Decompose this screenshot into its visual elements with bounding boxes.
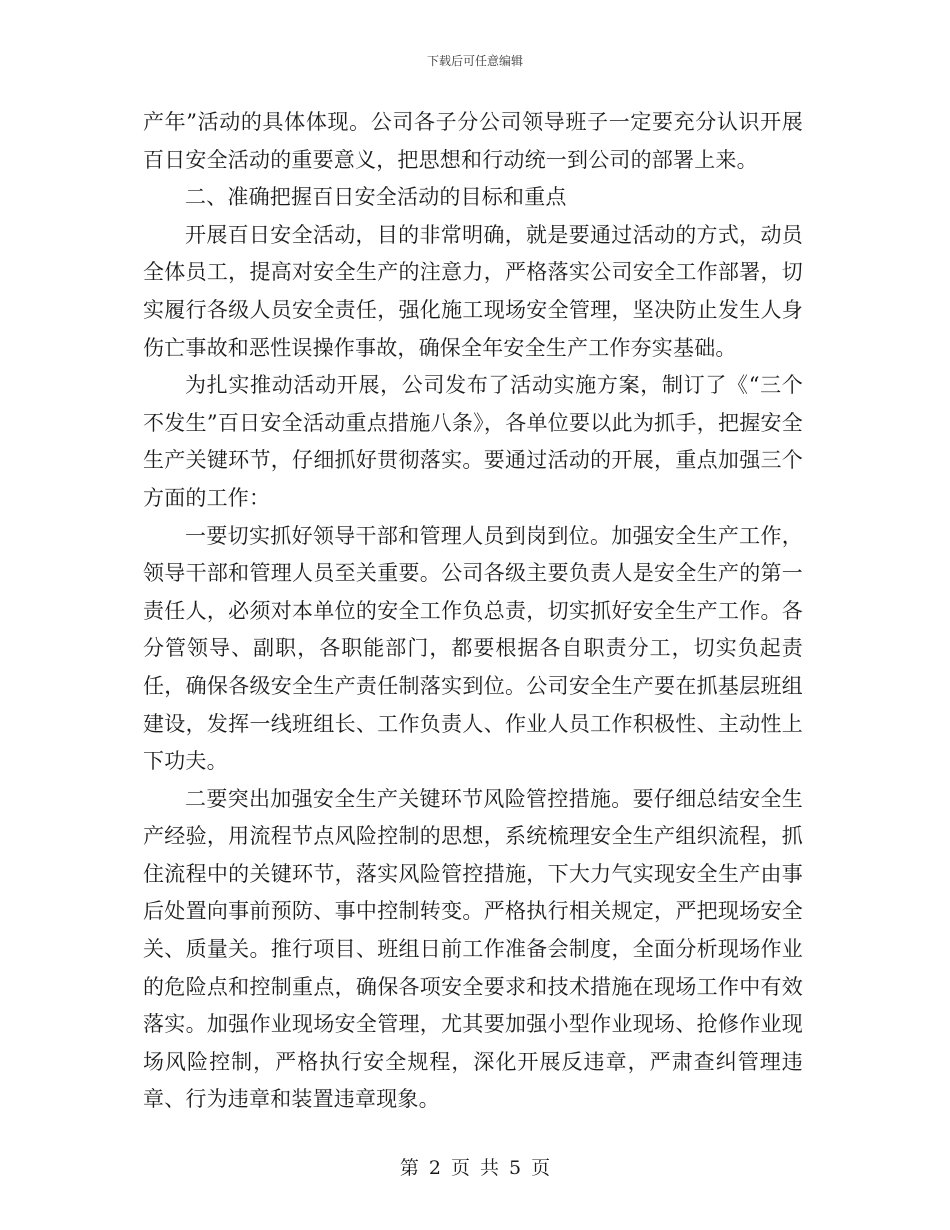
paragraph: 二要突出加强安全生产关键环节风险管控措施。要仔细总结安全生产经验，用流程节点风险控制的思想，系统梳理安全生产组织流程，抓住流程中的关键环节，落实风险管控措施，下大力气实现安全生产由事后处置向事前预防、事中控制转变。严格执行相关规定，严把现场安全关、质量关。推行项目、班组日前工作准备会制度，全面分析现场作业的危险点和控制重点，确保各项安全要求和技术措施在现场工作中有效落实。加强作业现场安全管理，尤其要加强小型作业现场、抢修作业现场风险控制，严格执行安全规程，深化开展反违章，严肃查纠管理违章、行为违章和装置违章现象。	[143, 786, 803, 1112]
page-number-footer: 第 2 页 共 5 页	[399, 1157, 551, 1179]
document-body	[143, 104, 803, 1119]
paragraph: 为扎实推动活动开展，公司发布了活动实施方案，制订了《“三个不发生”百日安全活动重点措施八条》，各单位要以此为抓手，把握安全生产关键环节，仔细抓好贯彻落实。要通过活动的开展，重点加强三个方面的工作：	[143, 373, 803, 510]
paragraph: 产年”活动的具体体现。公司各子分公司领导班子一定要充分认识开展百日安全活动的重要意义，把思想和行动统一到公司的部署上来。	[143, 110, 803, 172]
section-heading: 二、准确把握百日安全活动的目标和重点	[185, 185, 567, 210]
page-header: 下载后可任意编辑	[426, 54, 523, 68]
paragraph: 开展百日安全活动，目的非常明确，就是要通过活动的方式，动员全体员工，提高对安全生产的注意力，严格落实公司安全工作部署，切实履行各级人员安全责任，强化施工现场安全管理，坚决防止发生人身伤亡事故和恶性误操作事故，确保全年安全生产工作夯实基础。	[143, 222, 803, 360]
paragraph: 一要切实抓好领导干部和管理人员到岗到位。加强安全生产工作，领导干部和管理人员至关重要。公司各级主要负责人是安全生产的第一责任人，必须对本单位的安全工作负总责，切实抓好安全生产工作。各分管领导、副职，各职能部门，都要根据各自职责分工，切实负起责任，确保各级安全生产责任制落实到位。公司安全生产要在抓基层班组建设，发挥一线班组长、工作负责人、作业人员工作积极性、主动性上下功夫。	[143, 523, 803, 774]
